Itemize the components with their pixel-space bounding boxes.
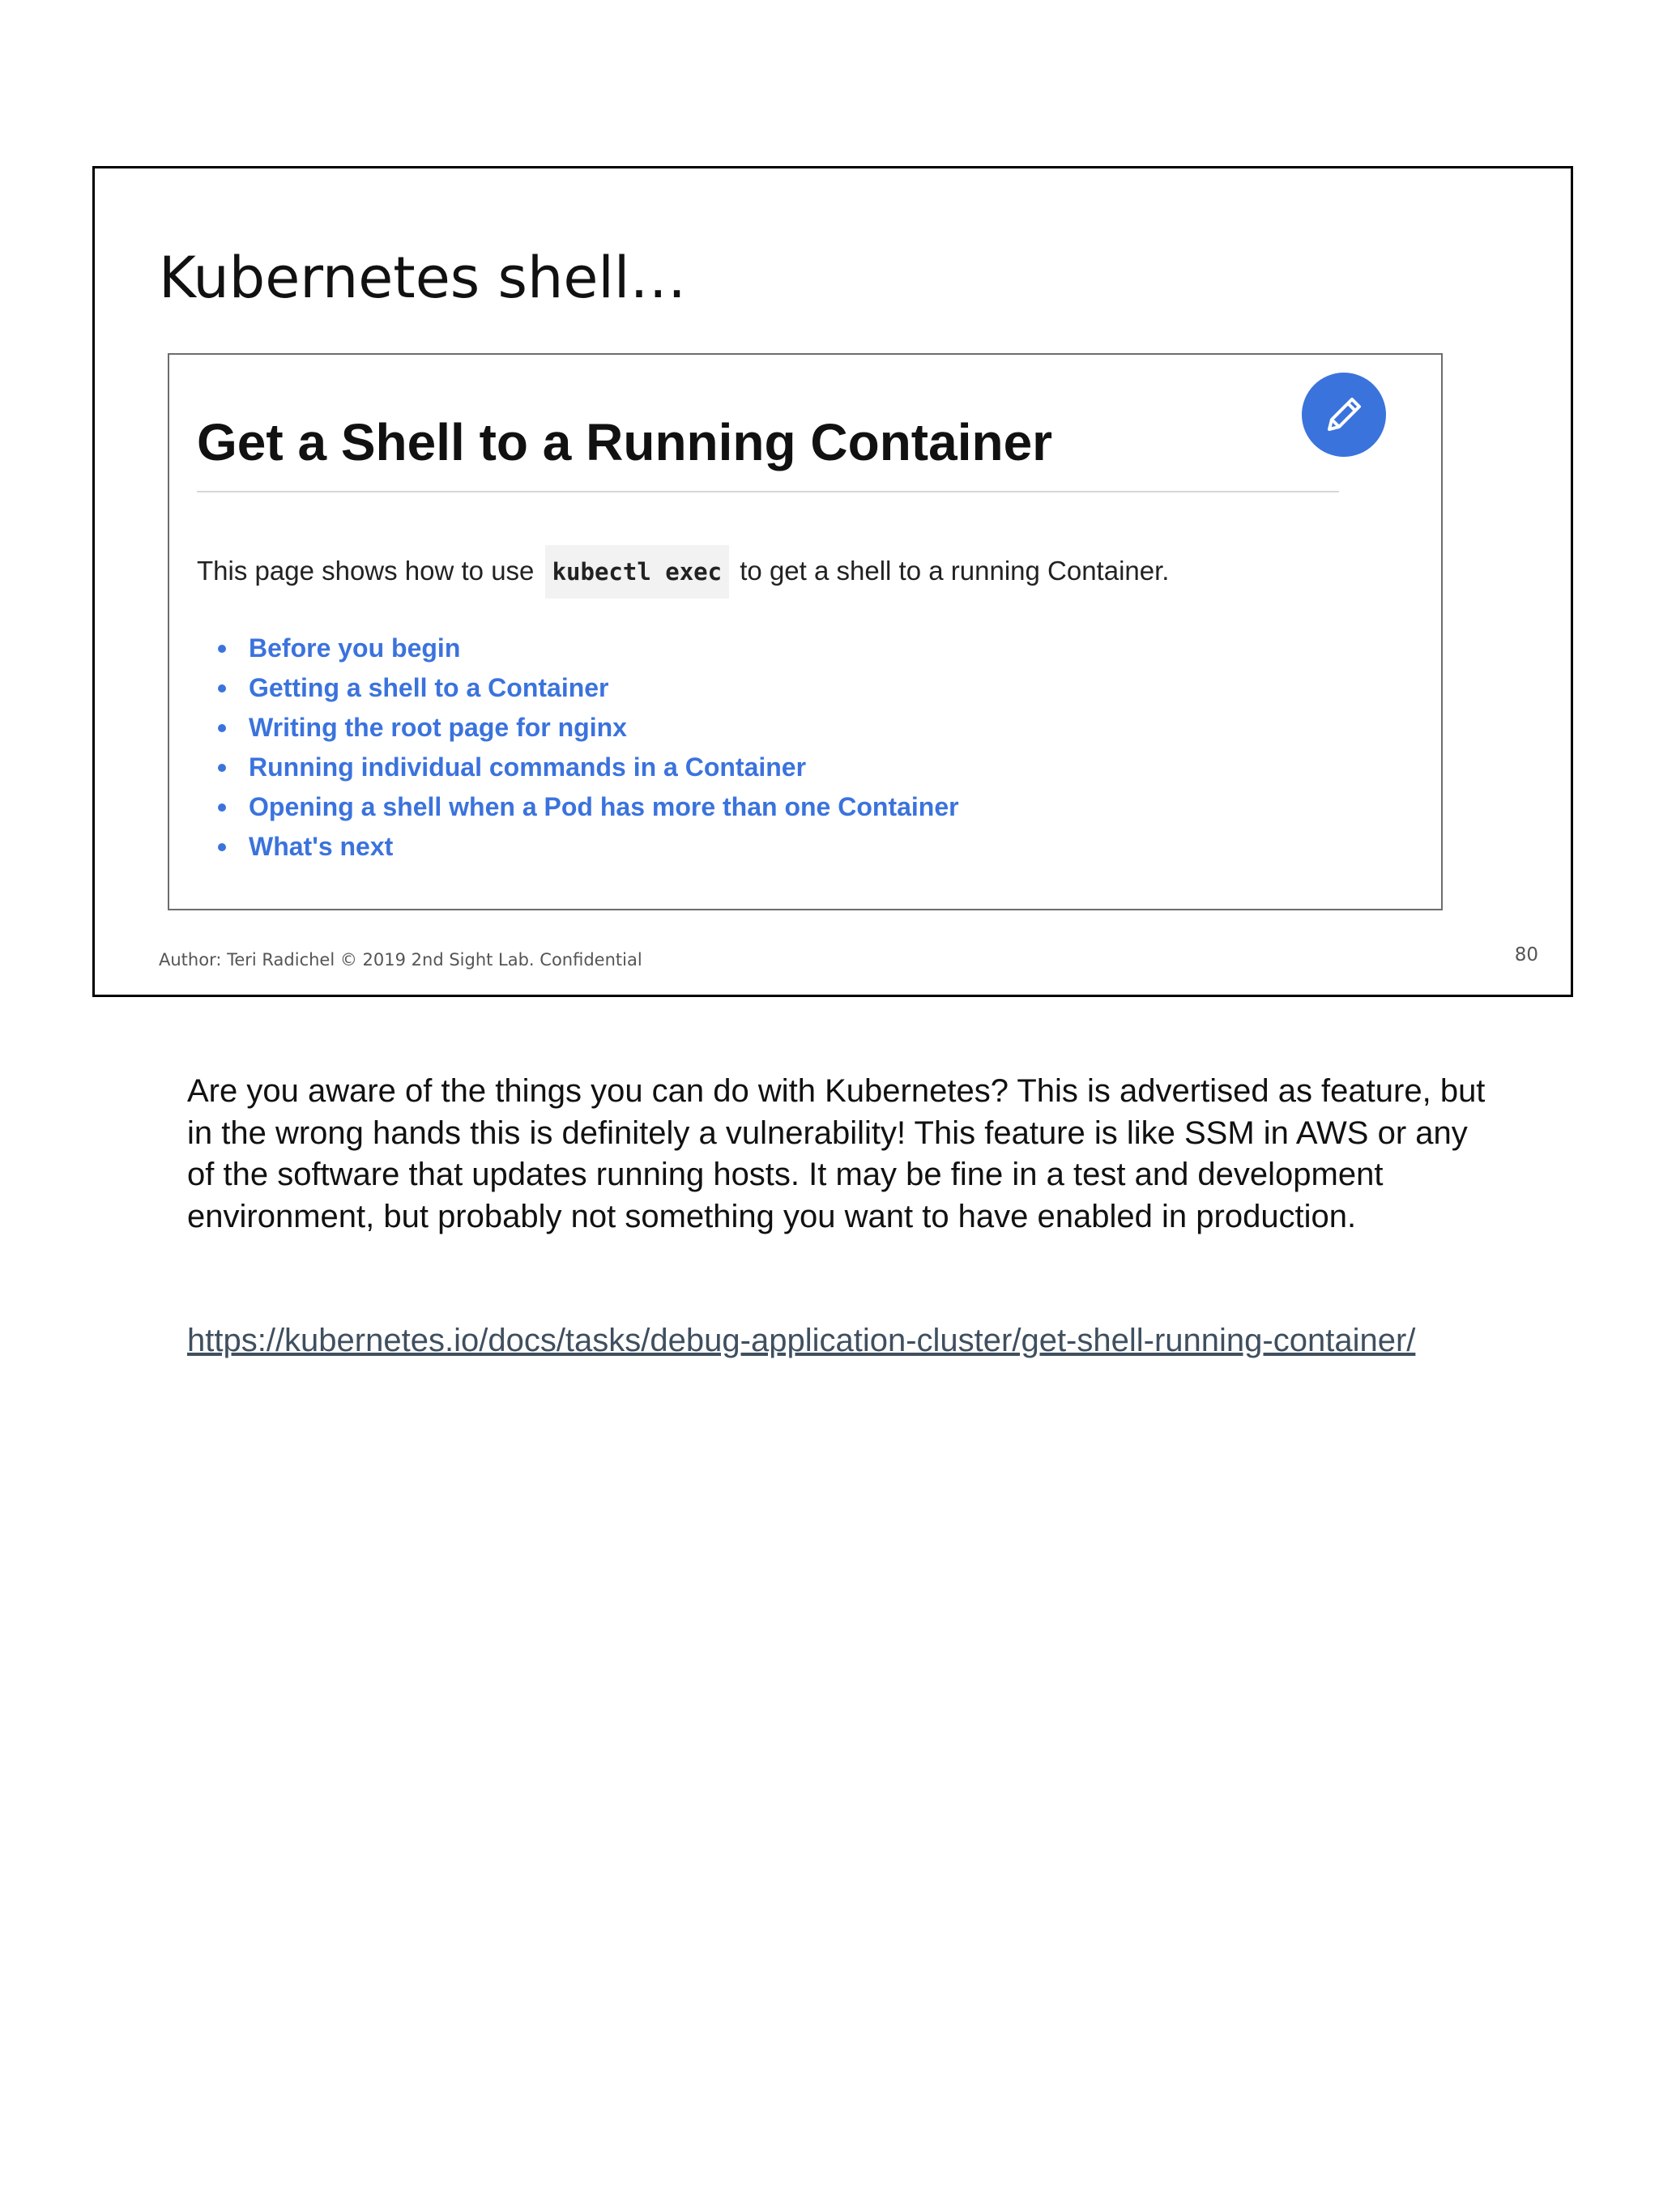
doc-page-title: Get a Shell to a Running Container	[197, 413, 1053, 471]
toc-item	[218, 748, 959, 787]
bullet-icon	[218, 803, 226, 812]
toc-item	[218, 827, 959, 867]
bullet-icon	[218, 645, 226, 653]
toc-item	[218, 629, 959, 668]
toc-item	[218, 668, 959, 708]
slide-title: Kubernetes shell…	[159, 245, 687, 311]
inline-code: kubectl exec	[545, 545, 730, 599]
slide-footer: Author: Teri Radichel © 2019 2nd Sight Lab. Confidential	[159, 950, 642, 970]
toc-link-opening-shell-multi-container[interactable]: Opening a shell when a Pod has more than one Container	[249, 792, 959, 821]
page-number: 80	[1514, 944, 1538, 965]
bullet-icon	[218, 843, 226, 851]
toc-item	[218, 708, 959, 748]
reference-link[interactable]: https://kubernetes.io/docs/tasks/debug-application-cluster/get-shell-running-container/	[187, 1323, 1416, 1358]
intro-text-after: to get a shell to a running Container.	[740, 556, 1170, 586]
toc-link-whats-next[interactable]: What's next	[249, 832, 394, 861]
speaker-notes: Are you aware of the things you can do with Kubernetes? This is advertised as feature, but in the wrong hands this is definitely a vulnerability! This feature is like SSM in AWS or any of the software that updates running hosts. It may be fine in a test and development environment, but probably not something you want to have enabled in production.	[187, 1073, 1486, 1234]
toc-link-before-you-begin[interactable]: Before you begin	[249, 633, 461, 663]
slide	[92, 166, 1573, 997]
title-divider	[197, 491, 1339, 492]
toc-link-writing-root-page[interactable]: Writing the root page for nginx	[249, 713, 627, 742]
toc-item	[218, 787, 959, 827]
bullet-icon	[218, 724, 226, 732]
table-of-contents	[218, 629, 959, 867]
edit-page-button[interactable]	[1302, 373, 1386, 457]
toc-link-getting-a-shell[interactable]: Getting a shell to a Container	[249, 673, 609, 702]
bullet-icon	[218, 764, 226, 772]
pencil-icon	[1321, 392, 1367, 437]
docs-screenshot	[168, 353, 1443, 910]
bullet-icon	[218, 684, 226, 693]
toc-link-running-commands[interactable]: Running individual commands in a Container	[249, 752, 807, 782]
intro-text	[197, 544, 1169, 599]
intro-text-before: This page shows how to use	[197, 556, 535, 586]
